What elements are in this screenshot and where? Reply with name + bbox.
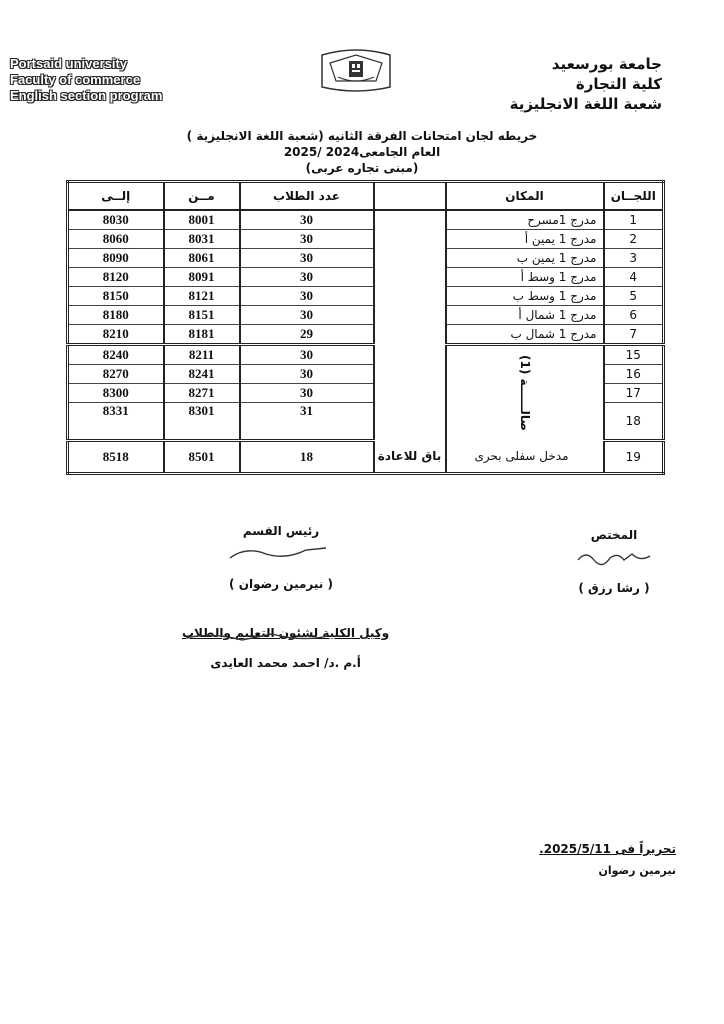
students-cell: 30 xyxy=(240,210,374,230)
students-cell: 30 xyxy=(240,384,374,403)
table-row xyxy=(68,230,664,249)
arabic-line-2: كلية التجارة xyxy=(575,75,662,93)
students-cell: 30 xyxy=(240,287,374,306)
blank-cell xyxy=(374,345,446,441)
hall-label: صالــــــة (1) xyxy=(517,355,532,432)
from-cell: 8271 xyxy=(164,384,240,403)
header-committee: اللجــان xyxy=(604,182,664,211)
to-cell: 8060 xyxy=(68,230,164,249)
table-row xyxy=(68,210,664,230)
header-from: مــن xyxy=(164,182,240,211)
table-header-row xyxy=(68,182,664,211)
from-cell: 8501 xyxy=(164,441,240,474)
committee-cell: 19 xyxy=(604,441,664,474)
specialist-name: ( رشا رزق ) xyxy=(578,581,650,595)
committee-cell: 7 xyxy=(604,325,664,345)
header-students: عدد الطلاب xyxy=(240,182,374,211)
specialist-signature xyxy=(574,548,654,566)
table-row xyxy=(68,268,664,287)
english-line-2: Faculty of commerce xyxy=(10,72,141,87)
table-row xyxy=(68,306,664,325)
students-cell: 31 xyxy=(240,403,374,441)
to-cell: 8030 xyxy=(68,210,164,230)
note-cell: باق للاعادة xyxy=(374,441,446,474)
title-line-3: (مبنى تجاره عربى) xyxy=(305,161,419,175)
students-cell: 30 xyxy=(240,365,374,384)
head-title: رئيس القسم xyxy=(242,524,320,538)
header-place: المكان xyxy=(446,182,604,211)
to-cell: 8120 xyxy=(68,268,164,287)
title-line-2: العام الجامعى2024 /2025 xyxy=(283,145,441,159)
head-signature-block xyxy=(226,518,336,597)
vice-dean-signature xyxy=(182,630,332,644)
to-cell: 8210 xyxy=(68,325,164,345)
title-line-1: خريطه لجان امتحانات الفرقة الثانيه (شعبة اللغة الانجليزية ) xyxy=(186,129,538,143)
university-logo xyxy=(316,47,396,93)
blank-cell xyxy=(374,210,446,345)
vice-dean-signature-block xyxy=(182,618,389,678)
head-signature xyxy=(226,544,336,562)
to-cell: 8331 xyxy=(68,403,164,441)
committee-cell: 15 xyxy=(604,345,664,365)
committee-cell: 4 xyxy=(604,268,664,287)
committee-cell: 18 xyxy=(604,403,664,441)
to-cell: 8240 xyxy=(68,345,164,365)
arabic-line-1: جامعة بورسعيد xyxy=(551,55,662,73)
from-cell: 8301 xyxy=(164,403,240,441)
vice-dean-title: وكيل الكلية لشئون التعليم والطلاب xyxy=(182,626,390,640)
committee-cell: 3 xyxy=(604,249,664,268)
table-row xyxy=(68,287,664,306)
place-cell: مدرج 1 يمين أ xyxy=(446,230,604,249)
university-name-arabic xyxy=(510,54,662,114)
to-cell: 8180 xyxy=(68,306,164,325)
header-to: إلــى xyxy=(68,182,164,211)
committee-cell: 16 xyxy=(604,365,664,384)
issue-date: تحريراً فى 2025/5/11. xyxy=(539,842,676,856)
to-cell: 8518 xyxy=(68,441,164,474)
to-cell: 8300 xyxy=(68,384,164,403)
from-cell: 8031 xyxy=(164,230,240,249)
to-cell: 8270 xyxy=(68,365,164,384)
from-cell: 8091 xyxy=(164,268,240,287)
specialist-signature-block xyxy=(574,522,654,601)
from-cell: 8241 xyxy=(164,365,240,384)
from-cell: 8061 xyxy=(164,249,240,268)
specialist-title: المختص xyxy=(590,528,638,542)
to-cell: 8090 xyxy=(68,249,164,268)
place-cell: مدرج 1 وسط ب xyxy=(446,287,604,306)
students-cell: 18 xyxy=(240,441,374,474)
committee-cell: 6 xyxy=(604,306,664,325)
students-cell: 30 xyxy=(240,345,374,365)
table-row xyxy=(68,441,664,474)
from-cell: 8001 xyxy=(164,210,240,230)
from-cell: 8211 xyxy=(164,345,240,365)
place-cell: مدرج 1 شمال ب xyxy=(446,325,604,345)
place-cell: مدرج 1 وسط أ xyxy=(446,268,604,287)
english-line-3: English section program xyxy=(10,88,163,103)
committee-cell: 17 xyxy=(604,384,664,403)
committee-cell: 2 xyxy=(604,230,664,249)
to-cell: 8150 xyxy=(68,287,164,306)
from-cell: 8181 xyxy=(164,325,240,345)
arabic-line-3: شعبة اللغة الانجليزية xyxy=(509,95,662,113)
place-cell: مدخل سفلى بحرى xyxy=(446,441,604,474)
table-row xyxy=(68,249,664,268)
from-cell: 8121 xyxy=(164,287,240,306)
students-cell: 30 xyxy=(240,249,374,268)
place-cell: مدرج 1 شمال أ xyxy=(446,306,604,325)
hall-place-cell xyxy=(446,345,604,441)
place-cell: مدرج 1 يمين ب xyxy=(446,249,604,268)
students-cell: 30 xyxy=(240,230,374,249)
committee-cell: 5 xyxy=(604,287,664,306)
table-row xyxy=(68,345,664,365)
place-cell: مدرج 1مسرح xyxy=(446,210,604,230)
students-cell: 29 xyxy=(240,325,374,345)
author-name: نيرمين رضوان xyxy=(598,864,676,877)
english-line-1: Portsaid university xyxy=(10,56,128,71)
from-cell: 8151 xyxy=(164,306,240,325)
students-cell: 30 xyxy=(240,306,374,325)
table-row xyxy=(68,325,664,345)
document-title xyxy=(180,128,544,176)
head-name: ( نيرمين رضوان ) xyxy=(229,577,333,591)
university-name-english xyxy=(10,56,162,104)
committees-table xyxy=(66,180,665,475)
committee-cell: 1 xyxy=(604,210,664,230)
vice-dean-name: أ.م .د/ احمد محمد العايدى xyxy=(210,656,361,670)
header-blank xyxy=(374,182,446,211)
students-cell: 30 xyxy=(240,268,374,287)
